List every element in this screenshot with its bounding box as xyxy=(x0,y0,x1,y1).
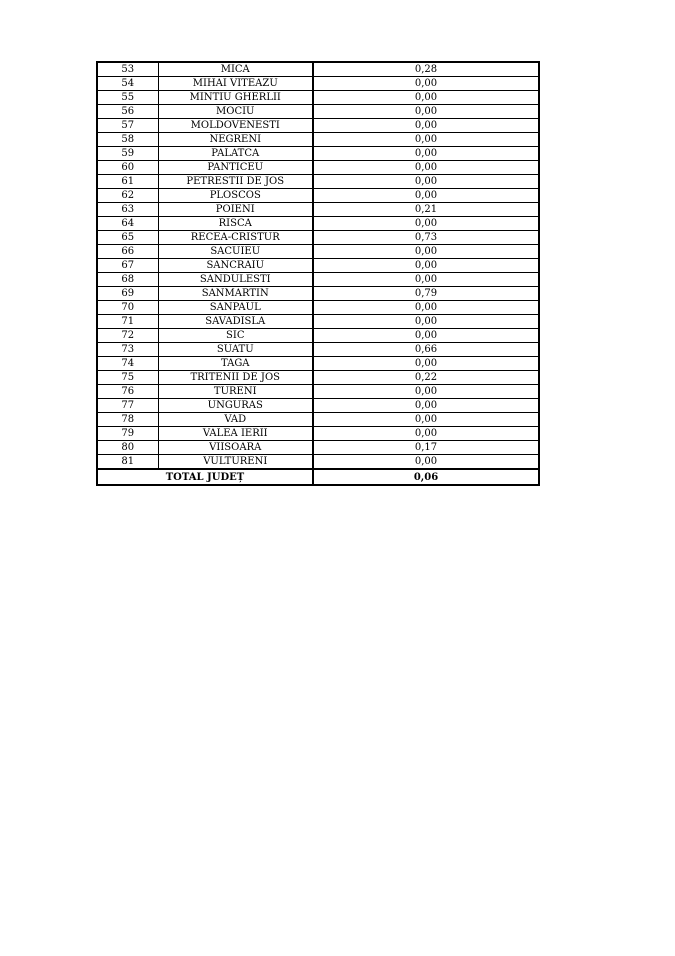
table-row xyxy=(97,413,539,427)
table-row xyxy=(97,427,539,441)
table-row xyxy=(97,357,539,371)
row-number-cell: 79 xyxy=(97,427,158,441)
row-number-cell: 55 xyxy=(97,91,158,105)
locality-name-cell: TRITENII DE JOS xyxy=(158,371,313,385)
value-cell: 0,28 xyxy=(313,62,539,77)
row-number-cell: 62 xyxy=(97,189,158,203)
row-number-cell: 72 xyxy=(97,329,158,343)
row-number-cell: 81 xyxy=(97,455,158,470)
table-row xyxy=(97,203,539,217)
value-cell: 0,00 xyxy=(313,413,539,427)
table-row xyxy=(97,105,539,119)
locality-name-cell: RISCA xyxy=(158,217,313,231)
locality-name-cell: MICA xyxy=(158,62,313,77)
row-number-cell: 78 xyxy=(97,413,158,427)
row-number-cell: 70 xyxy=(97,301,158,315)
locality-name-cell: SANPAUL xyxy=(158,301,313,315)
value-cell: 0,00 xyxy=(313,217,539,231)
table-row xyxy=(97,455,539,470)
table-row xyxy=(97,399,539,413)
locality-name-cell: TURENI xyxy=(158,385,313,399)
row-number-cell: 53 xyxy=(97,62,158,77)
table-row xyxy=(97,371,539,385)
locality-name-cell: MIHAI VITEAZU xyxy=(158,77,313,91)
value-cell: 0,00 xyxy=(313,175,539,189)
row-number-cell: 65 xyxy=(97,231,158,245)
value-cell: 0,22 xyxy=(313,371,539,385)
locality-name-cell: MOLDOVENESTI xyxy=(158,119,313,133)
value-cell: 0,00 xyxy=(313,399,539,413)
table-row xyxy=(97,189,539,203)
locality-name-cell: TAGA xyxy=(158,357,313,371)
locality-name-cell: NEGRENI xyxy=(158,133,313,147)
table-row xyxy=(97,62,539,77)
value-cell: 0,00 xyxy=(313,105,539,119)
value-cell: 0,00 xyxy=(313,147,539,161)
locality-name-cell: SAVADISLA xyxy=(158,315,313,329)
locality-name-cell: PETRESTII DE JOS xyxy=(158,175,313,189)
value-cell: 0,00 xyxy=(313,385,539,399)
row-number-cell: 56 xyxy=(97,105,158,119)
table-row xyxy=(97,91,539,105)
row-number-cell: 63 xyxy=(97,203,158,217)
value-cell: 0,00 xyxy=(313,301,539,315)
row-number-cell: 64 xyxy=(97,217,158,231)
locality-name-cell: SIC xyxy=(158,329,313,343)
value-cell: 0,00 xyxy=(313,91,539,105)
table-row xyxy=(97,161,539,175)
locality-name-cell: VAD xyxy=(158,413,313,427)
total-row xyxy=(97,469,539,485)
locality-name-cell: RECEA-CRISTUR xyxy=(158,231,313,245)
localities-table xyxy=(96,61,540,486)
value-cell: 0,00 xyxy=(313,273,539,287)
row-number-cell: 66 xyxy=(97,245,158,259)
value-cell: 0,00 xyxy=(313,357,539,371)
value-cell: 0,00 xyxy=(313,161,539,175)
table-row xyxy=(97,385,539,399)
table-row xyxy=(97,77,539,91)
locality-name-cell: MINTIU GHERLII xyxy=(158,91,313,105)
value-cell: 0,00 xyxy=(313,315,539,329)
value-cell: 0,79 xyxy=(313,287,539,301)
table-row xyxy=(97,119,539,133)
row-number-cell: 67 xyxy=(97,259,158,273)
row-number-cell: 80 xyxy=(97,441,158,455)
value-cell: 0,73 xyxy=(313,231,539,245)
locality-name-cell: PALATCA xyxy=(158,147,313,161)
value-cell: 0,66 xyxy=(313,343,539,357)
table-row xyxy=(97,287,539,301)
table-row xyxy=(97,259,539,273)
value-cell: 0,00 xyxy=(313,245,539,259)
row-number-cell: 75 xyxy=(97,371,158,385)
table-row xyxy=(97,245,539,259)
table-row xyxy=(97,301,539,315)
value-cell: 0,00 xyxy=(313,259,539,273)
table-row xyxy=(97,343,539,357)
table-row xyxy=(97,217,539,231)
value-cell: 0,00 xyxy=(313,189,539,203)
locality-name-cell: SANCRAIU xyxy=(158,259,313,273)
total-label-cell: TOTAL JUDEȚ xyxy=(97,469,313,485)
locality-name-cell: SANMARTIN xyxy=(158,287,313,301)
row-number-cell: 57 xyxy=(97,119,158,133)
value-cell: 0,00 xyxy=(313,455,539,470)
row-number-cell: 58 xyxy=(97,133,158,147)
row-number-cell: 76 xyxy=(97,385,158,399)
table-row xyxy=(97,133,539,147)
locality-name-cell: SACUIEU xyxy=(158,245,313,259)
locality-name-cell: VIISOARA xyxy=(158,441,313,455)
table-row xyxy=(97,441,539,455)
value-cell: 0,17 xyxy=(313,441,539,455)
locality-name-cell: VULTURENI xyxy=(158,455,313,470)
row-number-cell: 61 xyxy=(97,175,158,189)
table-row xyxy=(97,231,539,245)
table-body xyxy=(97,62,539,485)
value-cell: 0,00 xyxy=(313,119,539,133)
row-number-cell: 54 xyxy=(97,77,158,91)
table-row xyxy=(97,175,539,189)
value-cell: 0,21 xyxy=(313,203,539,217)
row-number-cell: 68 xyxy=(97,273,158,287)
value-cell: 0,00 xyxy=(313,133,539,147)
row-number-cell: 73 xyxy=(97,343,158,357)
value-cell: 0,00 xyxy=(313,427,539,441)
total-value-cell: 0,06 xyxy=(313,469,539,485)
row-number-cell: 77 xyxy=(97,399,158,413)
locality-name-cell: POIENI xyxy=(158,203,313,217)
locality-name-cell: SUATU xyxy=(158,343,313,357)
value-cell: 0,00 xyxy=(313,329,539,343)
locality-name-cell: PLOSCOS xyxy=(158,189,313,203)
locality-name-cell: UNGURAS xyxy=(158,399,313,413)
locality-name-cell: VALEA IERII xyxy=(158,427,313,441)
table-row xyxy=(97,273,539,287)
row-number-cell: 69 xyxy=(97,287,158,301)
table-row xyxy=(97,315,539,329)
row-number-cell: 59 xyxy=(97,147,158,161)
table-row xyxy=(97,147,539,161)
value-cell: 0,00 xyxy=(313,77,539,91)
locality-name-cell: MOCIU xyxy=(158,105,313,119)
row-number-cell: 71 xyxy=(97,315,158,329)
row-number-cell: 74 xyxy=(97,357,158,371)
table-row xyxy=(97,329,539,343)
locality-name-cell: SANDULESTI xyxy=(158,273,313,287)
row-number-cell: 60 xyxy=(97,161,158,175)
locality-name-cell: PANTICEU xyxy=(158,161,313,175)
